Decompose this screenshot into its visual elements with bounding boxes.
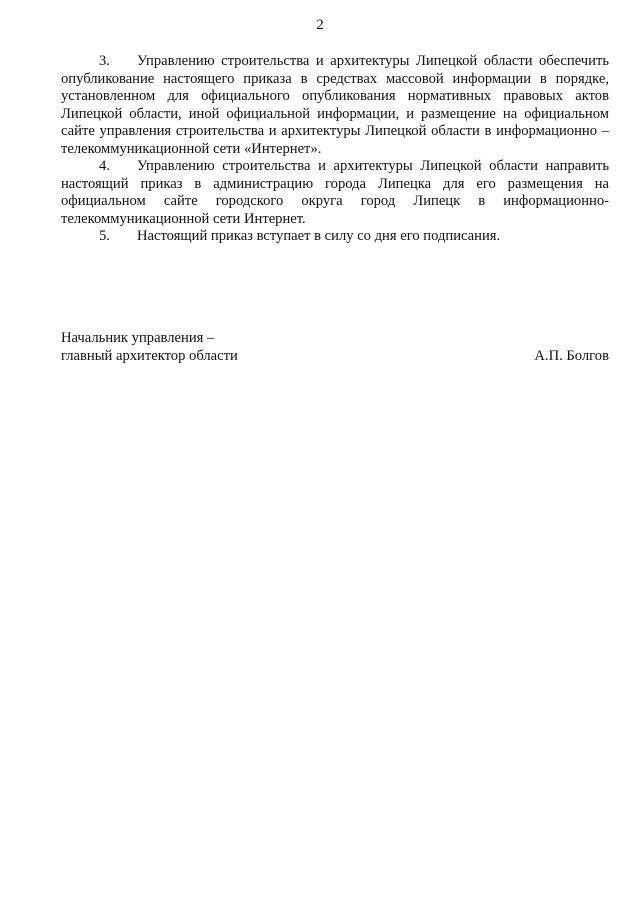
signature-line-1 [61,329,609,347]
paragraph-text: Настоящий приказ вступает в силу со дня его подписания. [137,228,501,244]
paragraph-4 [61,158,609,228]
paragraph-number: 4. [99,158,110,174]
paragraph-5 [61,228,609,246]
signature-block [61,329,609,365]
paragraph-3 [61,53,609,158]
page-number: 2 [316,17,324,33]
paragraph-text: Управлению строительства и архитектуры Липецкой области обеспечить опубликование настоящего приказа в средствах массовой информации в порядке, установленном для официального опубликования нормативных правовых актов Липецкой области, иной официальной информации, и размещение на официальном сайте управления строительства и архитектуры Липецкой области в информационно – телекоммуникационной сети «Интернет». [61,53,609,157]
document-body [61,53,609,246]
signatory-position-line-1: Начальник управления – [61,330,215,346]
signatory-position-line-2: главный архитектор области [61,348,238,364]
signatory-name: А.П. Болгов [534,348,609,364]
signature-line-2 [61,347,609,365]
paragraph-text: Управлению строительства и архитектуры Липецкой области направить настоящий приказ в администрацию города Липецка для его размещения на официальном сайте городского округа город Липецк в информационно-телекоммуникационной сети Интернет. [61,158,609,227]
paragraph-number: 5. [99,228,110,244]
paragraph-number: 3. [99,53,110,69]
